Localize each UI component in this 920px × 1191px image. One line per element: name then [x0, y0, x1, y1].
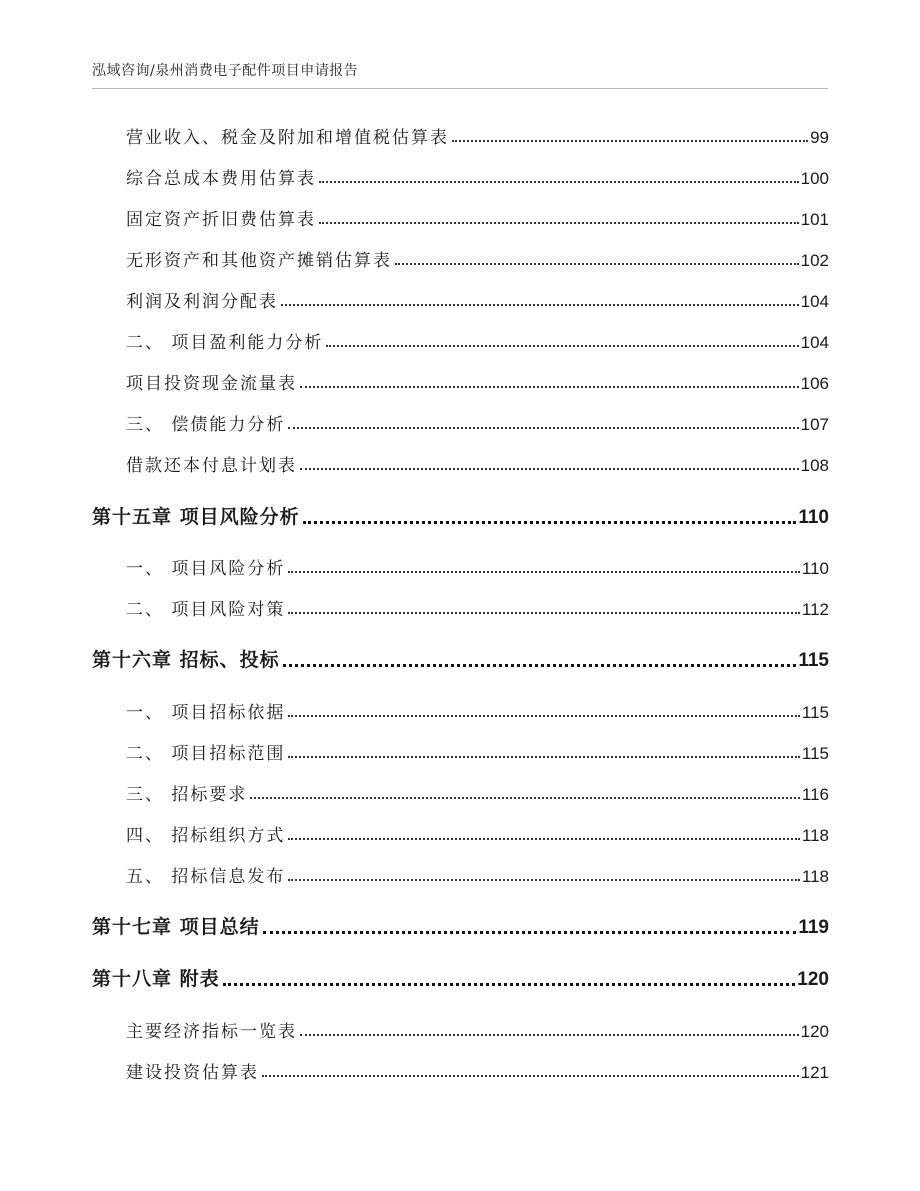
- toc-entry[interactable]: [126, 1058, 829, 1083]
- toc-entry-page: 102: [800, 251, 829, 270]
- toc-entry-page: 104: [800, 292, 829, 311]
- toc-entry[interactable]: [126, 821, 829, 846]
- toc-entry-title: 二、 项目招标范围: [126, 744, 286, 764]
- toc-entry[interactable]: [126, 287, 829, 312]
- toc-entry[interactable]: [126, 205, 829, 230]
- toc-entry-page: 115: [801, 703, 829, 722]
- toc-entry-page: 116: [801, 785, 829, 804]
- toc-leader: [326, 345, 798, 347]
- toc-leader: [288, 715, 799, 717]
- toc-entry-page: 104: [800, 333, 829, 352]
- toc-entry-title: 营业收入、税金及附加和增值税估算表: [126, 128, 449, 148]
- header-rule: [92, 88, 828, 89]
- toc-leader: [283, 664, 797, 667]
- toc-entry[interactable]: [126, 739, 829, 764]
- toc-entry[interactable]: [126, 862, 829, 887]
- toc-entry-page: 115: [801, 744, 829, 763]
- toc-leader: [262, 1075, 799, 1077]
- toc-entry-title: 项目投资现金流量表: [126, 374, 297, 394]
- toc-leader: [223, 983, 796, 986]
- toc-entry-title: 综合总成本费用估算表: [126, 169, 316, 189]
- toc-entry[interactable]: [126, 595, 829, 620]
- toc-entry-page: 118: [801, 826, 829, 845]
- toc-leader: [250, 797, 799, 799]
- toc-entry-page: 106: [800, 374, 829, 393]
- toc-entry-title: 二、 项目风险对策: [126, 600, 286, 620]
- toc-entry[interactable]: [126, 780, 829, 805]
- toc-entry-title: 三、 偿债能力分析: [126, 415, 286, 435]
- toc-leader: [319, 222, 799, 224]
- toc-entry-page: 118: [801, 867, 829, 886]
- running-header: 泓域咨询/泉州消费电子配件项目申请报告: [92, 63, 359, 79]
- toc-chapter-page: 115: [798, 650, 829, 671]
- toc-leader: [288, 427, 798, 429]
- toc-leader: [288, 838, 799, 840]
- toc-entry-title: 建设投资估算表: [126, 1063, 259, 1083]
- toc-chapter-title: 第十七章 项目总结: [92, 916, 260, 938]
- toc-entry-title: 无形资产和其他资产摊销估算表: [126, 251, 392, 271]
- toc-leader: [303, 521, 797, 524]
- toc-entry[interactable]: [126, 164, 829, 189]
- toc-entry-title: 三、 招标要求: [126, 785, 248, 805]
- toc-leader: [288, 571, 799, 573]
- toc-entry-page: 120: [800, 1022, 829, 1041]
- toc-leader: [263, 931, 797, 934]
- toc-leader: [288, 879, 799, 881]
- toc-leader: [300, 468, 799, 470]
- toc-chapter-title: 第十六章 招标、投标: [92, 649, 280, 671]
- toc-chapter-page: 110: [798, 507, 829, 528]
- toc-entry-title: 二、 项目盈利能力分析: [126, 333, 324, 353]
- toc-entry[interactable]: [126, 123, 829, 148]
- toc-chapter-title: 第十五章 项目风险分析: [92, 506, 300, 528]
- toc-entry-page: 100: [800, 169, 829, 188]
- toc-entry-page: 121: [800, 1063, 829, 1082]
- toc-leader: [288, 756, 799, 758]
- toc-chapter[interactable]: [92, 912, 829, 939]
- toc-entry[interactable]: [126, 554, 829, 579]
- toc-entry-page: 101: [800, 210, 829, 229]
- toc-entry[interactable]: [126, 328, 829, 353]
- toc-leader: [319, 181, 799, 183]
- toc-entry-title: 一、 项目招标依据: [126, 703, 286, 723]
- toc-entry[interactable]: [126, 451, 829, 476]
- toc-entry[interactable]: [126, 246, 829, 271]
- toc-entry[interactable]: [126, 1017, 829, 1042]
- toc-chapter-title: 第十八章 附表: [92, 968, 220, 990]
- toc-chapter-page: 120: [797, 969, 829, 990]
- toc-chapter-page: 119: [798, 917, 829, 938]
- toc-entry-title: 借款还本付息计划表: [126, 456, 297, 476]
- toc-entry-title: 固定资产折旧费估算表: [126, 210, 316, 230]
- toc-leader: [300, 1034, 799, 1036]
- toc-entry[interactable]: [126, 698, 829, 723]
- toc-leader: [395, 263, 799, 265]
- toc-entry-page: 110: [801, 559, 829, 578]
- toc-chapter[interactable]: [92, 502, 829, 529]
- toc-leader: [452, 140, 808, 142]
- toc-leader: [300, 386, 799, 388]
- toc-entry-title: 四、 招标组织方式: [126, 826, 286, 846]
- toc-entry-title: 主要经济指标一览表: [126, 1022, 297, 1042]
- toc-chapter[interactable]: [92, 964, 829, 991]
- toc-leader: [281, 304, 799, 306]
- toc-entry-page: 112: [801, 600, 829, 619]
- toc-entry-page: 99: [810, 128, 829, 147]
- toc-entry[interactable]: [126, 369, 829, 394]
- toc-entry-page: 108: [800, 456, 829, 475]
- toc-leader: [288, 612, 799, 614]
- toc-entry-title: 利润及利润分配表: [126, 292, 278, 312]
- toc-chapter[interactable]: [92, 645, 829, 672]
- toc-entry-title: 一、 项目风险分析: [126, 559, 286, 579]
- toc-entry-title: 五、 招标信息发布: [126, 867, 286, 887]
- toc-entry[interactable]: [126, 410, 829, 435]
- toc-entry-page: 107: [800, 415, 829, 434]
